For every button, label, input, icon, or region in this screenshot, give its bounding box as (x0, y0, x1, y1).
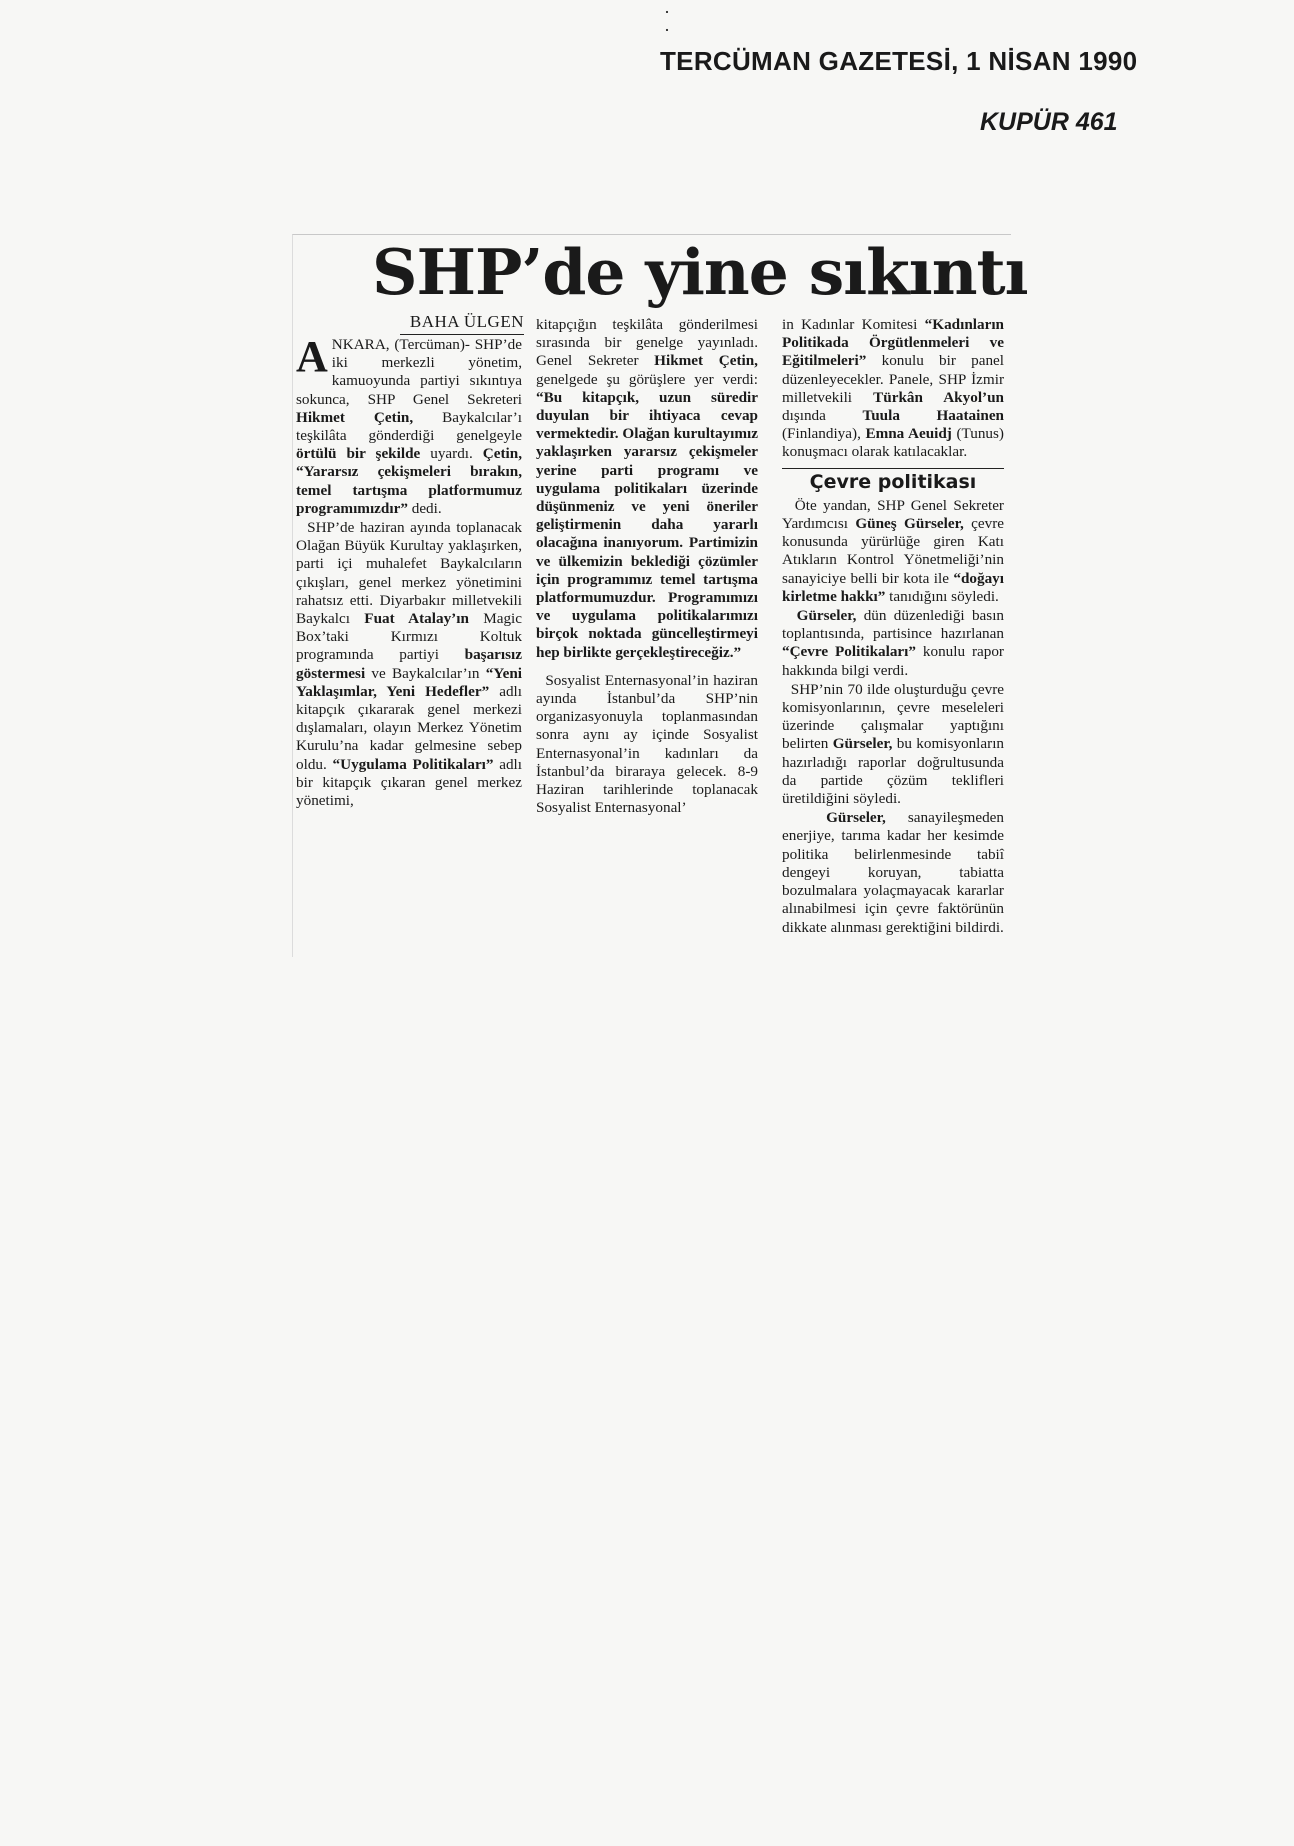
clipping-number: KUPÜR 461 (980, 108, 1118, 136)
newspaper-clipping-extension (758, 956, 1010, 1168)
paragraph: SHP’nin 70 ilde oluşturduğu çevre komisyonlarının, çevre meseleleri üzerinde çalışmalar yaptığını belirten Gürseler, bu komisyonların hazırladığı raporlar doğrultusunda da partide çözüm teklifleri üretildiğini söyledi. (782, 680, 1005, 808)
drop-cap: A (296, 332, 328, 381)
article-column-3 (782, 316, 1004, 938)
paragraph: Sosyalist Enternasyonal’in haziran ayında İstanbul’da SHP’nin organizasyonuyla toplanmasından sonra aynı ay içinde Sosyalist Enternasyonal’in kadınları da İstanbul’da biraraya gelecek. 8-9 Haziran tarihlerinde toplanacak Sosyalist Enternasyonal’ (536, 671, 758, 817)
article-column-1 (296, 316, 522, 811)
section-heading: Çevre politikası (809, 470, 977, 493)
scan-speck: · (664, 20, 670, 40)
paragraph: SHP’de haziran ayında toplanacak Olağan Büyük Kurultay yaklaşırken, parti içi muhalefet Baykalcıların çıkışları, genel merkez yönetimini rahatsız etti. Diyarbakır milletvekili Baykalcı Fuat Atalay’ın Magic Box’taki Kırmızı Koltuk programında partiyi başarısız göstermesi ve Baykalcılar’ın “Yeni Yaklaşımlar, Yeni Hedefler” adlı kitapçık çıkararak genel merkezi dışlamaları, olayın Merkez Yönetim Kurulu’na kadar gelmesine sebep oldu. “Uygulama Politikaları” adlı bir kitapçık çıkaran genel merkez yönetimi, (296, 519, 523, 810)
scan-speck: · (664, 2, 670, 22)
paragraph: Gürseler, dün düzenlediği basın toplantısında, partisince hazırlanan “Çevre Politikaları” konulu rapor hakkında bilgi verdi. (782, 607, 1005, 679)
paragraph: ANKARA, (Tercüman)- SHP’de iki merkezli yönetim, kamuoyunda partiyi sıkıntıya sokunca, SHP Genel Sekreteri Hikmet Çetin, Baykalcılar’ı teşkilâta gönderdiği genelgeyle örtülü bir şekilde uyardı. Çetin, “Yararsız çekişmeleri bırakın, temel tartışma platformumuz programımızdır” dedi. (296, 332, 523, 517)
section-rule (782, 468, 1004, 469)
article-byline: BAHA ÜLGEN (409, 312, 524, 331)
paragraph: in Kadınlar Komitesi “Kadınların Politikada Örgütlenmeleri ve Eğitilmeleri” konulu bir panel düzenleyecekler. Panele, SHP İzmir milletvekili Türkân Akyol’un dışında Tuula Haatainen (Finlandiya), Emna Aeuidj (Tunus) konuşmacı olarak katılacaklar. (782, 316, 1005, 461)
paragraph: Öte yandan, SHP Genel Sekreter Yardımcısı Güneş Gürseler, çevre konusunda yürürlüğe giren Katı Atıkların Kontrol Yönetmeliği’nin sanayiciye belli bir kota ile “doğayı kirletme hakkı” tanıdığını söyledi. (782, 496, 1004, 605)
paragraph: Gürseler, sanayileşmeden enerjiye, tarıma kadar her kesimde politika belirlenmesinde tabiî dengeyi koruyan, tabiatta bozulmalara yolaçmayacak kararlar alınabilmesi için çevre faktörünün dikkate alınması gerektiğini bildirdi. (782, 809, 1005, 936)
article-column-2 (536, 316, 758, 818)
paragraph: kitapçığın teşkilâta gönderilmesi sırasında bir genelge yayınladı. Genel Sekreter Hikmet Çetin, genelgede şu görüşlere yer verdi: “Bu kitapçık, uzun süredir duyulan bir ihtiyaca cevap vermektedir. Olağan kurultayımız yaklaşırken yararsız çekişmeler yerine parti programı ve uygulama politikaları üzerinde düşünmeniz ve yeni öneriler geliştirmenin daha yararlı olacağına inanıyorum. Partimizin ve ülkemizin beklediği çözümler için programımız temel tartışma platformumuzdur. Programımızı ve uygulama politikalarımızı birçok noktada güncelleştirmeyi hep birlikte gerçekleştireceğiz.” (536, 316, 758, 661)
archive-source-label: TERCÜMAN GAZETESİ, 1 NİSAN 1990 (660, 46, 1138, 76)
article-headline: SHP’de yine sıkıntı (372, 235, 1028, 309)
